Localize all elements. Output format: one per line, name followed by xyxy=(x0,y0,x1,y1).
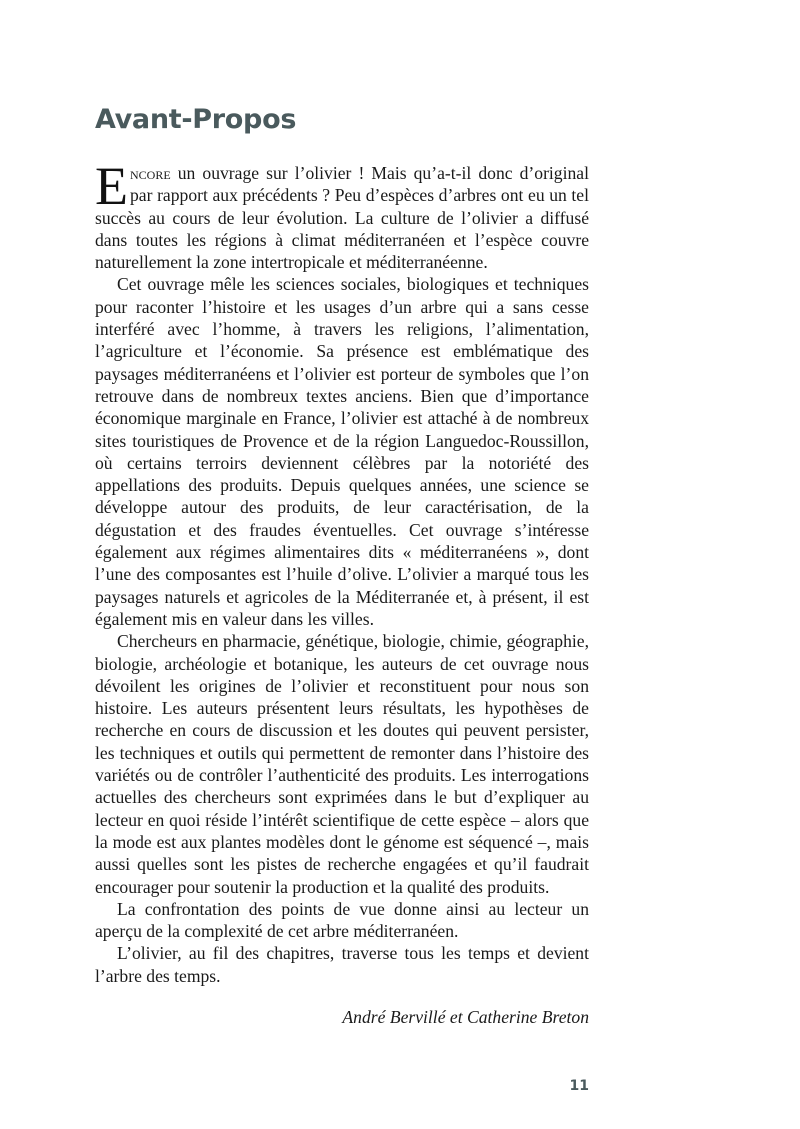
paragraph-4: La confrontation des points de vue donne ainsi au lecteur un aperçu de la complexité de cet arbre méditerranéen. xyxy=(95,898,589,942)
paragraph-1-text: un ouvrage sur l’olivier ! Mais qu’a-t-il donc d’original par rapport aux précédents ? Peu d’espèces d’arbres ont eu un tel succès au cours de leur évolution. La culture de l’olivier a diffusé dans toutes les régions à climat méditerranéen et l’espèce couvre naturellement la zone intertropicale et méditerranéenne. xyxy=(95,163,589,273)
body-text xyxy=(95,156,589,987)
paragraph-2: Cet ouvrage mêle les sciences sociales, biologiques et techniques pour raconter l’histoire et les usages d’un arbre qui a sans cesse interféré avec l’homme, à travers les religions, l’alimentation, l’agriculture et l’économie. Sa présence est emblématique des paysages méditerranéens et l’olivier est porteur de symboles que l’on retrouve dans de nombreux textes anciens. Bien que d’importance économique marginale en France, l’olivier est attaché à de nombreux sites touristiques de Provence et de la région Languedoc-Roussillon, où certains terroirs deviennent célèbres par la notoriété des appellations des produits. Depuis quelques années, une science se développe autour des produits, de leur caractérisation, de la dégustation et des fraudes éventuelles. Cet ouvrage s’intéresse également aux régimes alimentaires dits « méditerranéens », dont l’une des composantes est l’huile d’olive. L’olivier a marqué tous les paysages naturels et agricoles de la Méditerranée et, à présent, il est également mis en valeur dans les villes. xyxy=(95,274,589,629)
dropcap-letter: E xyxy=(95,156,128,216)
page-title: Avant-Propos xyxy=(95,104,297,135)
page-content xyxy=(95,100,589,1028)
paragraph-3: Chercheurs en pharmacie, génétique, biologie, chimie, géographie, biologie, archéologie et botanique, les auteurs de cet ouvrage nous dévoilent les origines de l’olivier et reconstituent pour nous son histoire. Les auteurs présentent leurs résultats, les hypothèses de recherche en cours de discussion et les doutes qui peuvent persister, les techniques et outils qui permettent de remonter dans l’histoire des variétés ou de contrôler l’authenticité des produits. Les interrogations actuelles des chercheurs sont exprimées dans le but d’expliquer au lecteur en quoi réside l’intérêt scientifique de cette espèce – alors que la mode est aux plantes modèles dont le génome est séquencé –, mais aussi quelles sont les pistes de recherche engagées et qu’il faudrait encourager pour soutenir la production et la qualité des produits. xyxy=(95,631,589,897)
paragraph-1 xyxy=(95,156,589,273)
author-signature: André Bervillé et Catherine Breton xyxy=(342,1006,589,1027)
paragraph-5: L’olivier, au fil des chapitres, traverse tous les temps et devient l’arbre des temps. xyxy=(95,943,589,986)
smallcaps-lead: ncore xyxy=(130,163,171,183)
page-number: 11 xyxy=(569,1078,589,1094)
